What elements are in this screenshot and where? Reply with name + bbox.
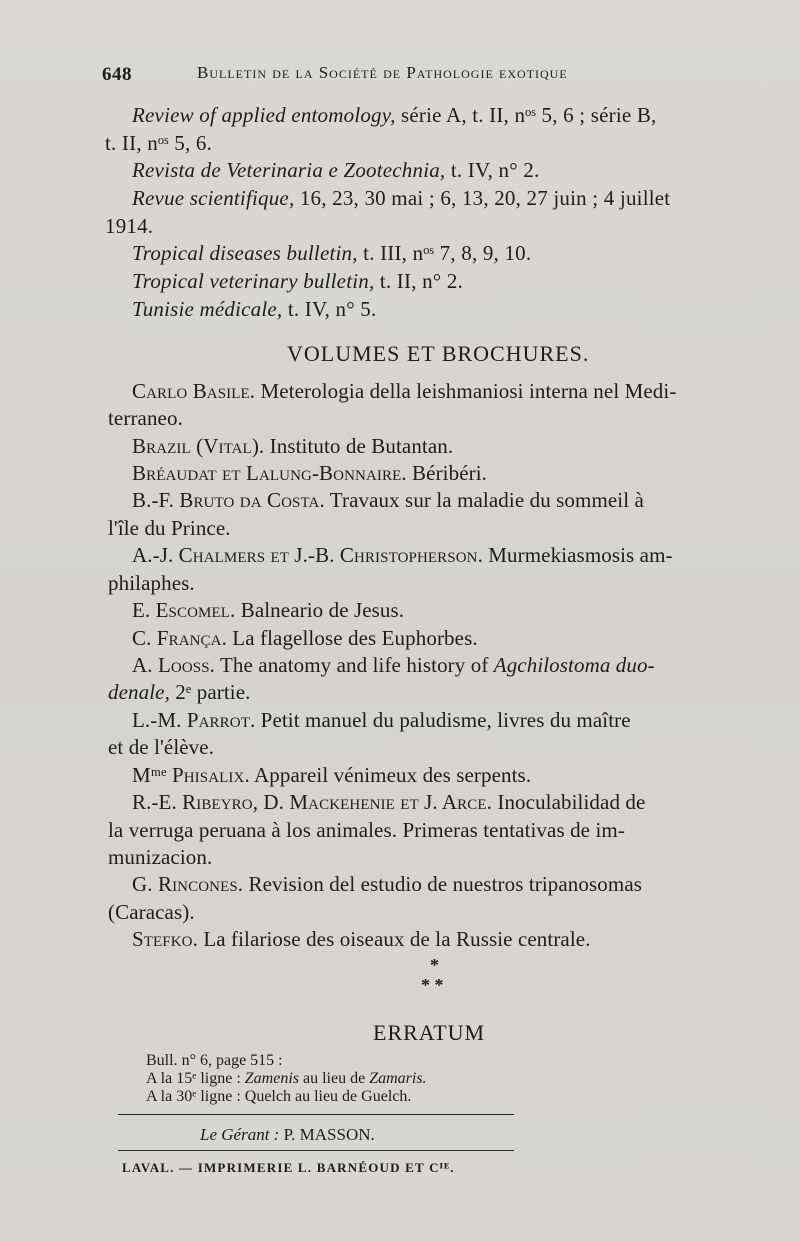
bibliography-entry: Mᵐᵉ Phisalix. Appareil vénimeux des serpents.	[132, 763, 532, 787]
bibliography-entry-cont: et de l'élève.	[108, 735, 215, 759]
bibliography-entry: G. Rincones. Revision del estudio de nuestros tripanosomas	[132, 872, 643, 896]
asterism-bottom: * *	[421, 975, 444, 995]
bibliography-entry: C. França. La flagellose des Euphorbes.	[132, 626, 478, 650]
bibliography-entry-cont: l'île du Prince.	[108, 516, 231, 540]
running-header: Bulletin de la Société de Pathologie exotique	[197, 63, 568, 82]
printer-imprint: LAVAL. — IMPRIMERIE L. BARNÉOUD ET Cᴵᴱ.	[122, 1160, 455, 1175]
journal-line: Tropical veterinary bulletin, t. II, n° 2.	[132, 269, 463, 293]
bibliography-entry-cont: munizacion.	[108, 845, 213, 869]
journal-line: 1914.	[105, 214, 154, 238]
journal-line: Review of applied entomology, série A, t. II, nᵒˢ 5, 6 ; série B,	[132, 103, 657, 127]
gerant-line: Le Gérant : P. MASSON.	[200, 1125, 375, 1144]
journal-line: Revista de Veterinaria e Zootechnia, t. IV, n° 2.	[132, 158, 540, 182]
bibliography-entry-cont: philaphes.	[108, 571, 195, 595]
bibliography-entry: R.-E. Ribeyro, D. Mackehenie et J. Arce. Inoculabilidad de	[132, 790, 646, 814]
bibliography-entry-cont: la verruga peruana à los animales. Primeras tentativas de im-	[108, 818, 625, 842]
bibliography-entry: Stefko. La filariose des oiseaux de la Russie centrale.	[132, 927, 591, 951]
bibliography-entry: Carlo Basile. Meterologia della leishmaniosi interna nel Medi-	[132, 379, 677, 403]
erratum-line: Bull. n° 6, page 515 :	[146, 1052, 283, 1069]
erratum-line: A la 15ᵉ ligne : Zamenis au lieu de Zamaris.	[146, 1070, 427, 1087]
journal-line: Revue scientifique, 16, 23, 30 mai ; 6, 13, 20, 27 juin ; 4 juillet	[132, 186, 671, 210]
bibliography-entry: B.-F. Bruto da Costa. Travaux sur la maladie du sommeil à	[132, 488, 644, 512]
journal-line: Tunisie médicale, t. IV, n° 5.	[132, 297, 377, 321]
bibliography-entry: E. Escomel. Balneario de Jesus.	[132, 598, 405, 622]
divider	[118, 1150, 514, 1151]
divider	[118, 1114, 514, 1115]
journal-line: t. II, nᵒˢ 5, 6.	[105, 131, 213, 155]
erratum-title: ERRATUM	[373, 1020, 486, 1045]
page-number: 648	[102, 64, 132, 85]
bibliography-entry-cont: denale, 2ᵉ partie.	[108, 680, 251, 704]
section-title: VOLUMES ET BROCHURES.	[287, 341, 590, 366]
bibliography-entry: A. Looss. The anatomy and life history of Agchilostoma duo-	[132, 653, 655, 677]
bibliography-entry-cont: terraneo.	[108, 406, 183, 430]
bibliography-entry: Bréaudat et Lalung-Bonnaire. Béribéri.	[132, 461, 488, 485]
bibliography-entry: L.-M. Parrot. Petit manuel du paludisme, livres du maître	[132, 708, 631, 732]
asterism-top: *	[430, 955, 439, 975]
journal-line: Tropical diseases bulletin, t. III, nᵒˢ 7, 8, 9, 10.	[132, 241, 532, 265]
bibliography-entry: A.-J. Chalmers et J.-B. Christopherson. Murmekiasmosis am-	[132, 543, 673, 567]
bibliography-entry: Brazil (Vital). Instituto de Butantan.	[132, 434, 454, 458]
erratum-line: A la 30ᵉ ligne : Quelch au lieu de Guelch.	[146, 1088, 412, 1105]
bibliography-entry-cont: (Caracas).	[108, 900, 195, 924]
